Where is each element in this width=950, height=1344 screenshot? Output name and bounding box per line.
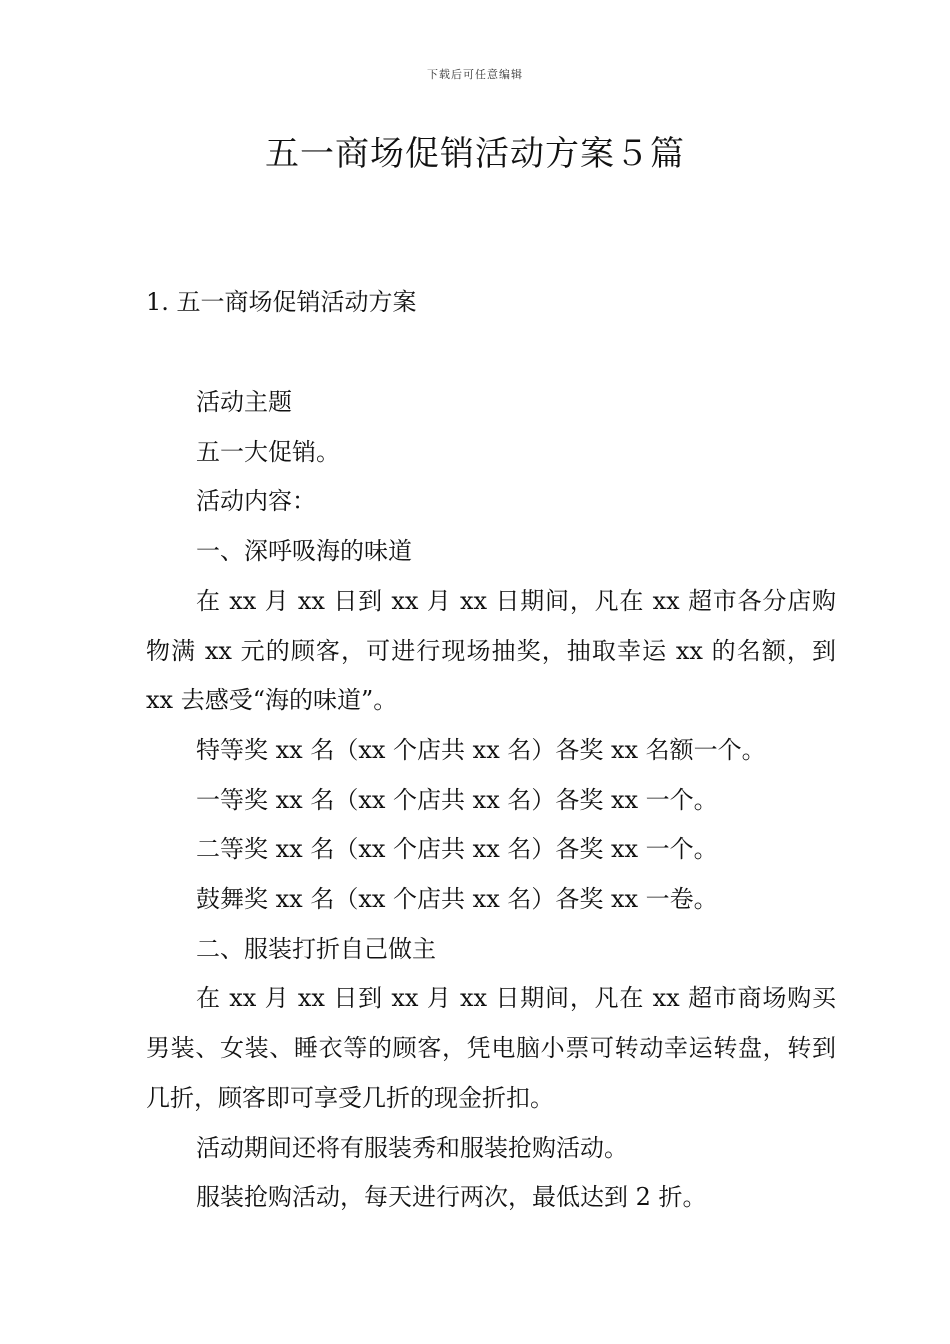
paragraph-clothing-discount: 在 xx 月 xx 日到 xx 月 xx 日期间，凡在 xx 超市商场购买男装、女装、睡衣等的顾客，凭电脑小票可转动幸运转盘，转到几折，顾客即可享受几折的现金折扣。	[146, 984, 836, 1112]
paragraph-second-prize: 二等奖 xx 名（xx 个店共 xx 名）各奖 xx 一个。	[196, 835, 718, 864]
paragraph-encouragement-prize: 鼓舞奖 xx 名（xx 个店共 xx 名）各奖 xx 一卷。	[196, 885, 718, 914]
paragraph-fashion-show: 活动期间还将有服装秀和服装抢购活动。	[196, 1133, 628, 1162]
paragraph-lottery-description: 在 xx 月 xx 日到 xx 月 xx 日期间，凡在 xx 超市各分店购物满 xx 元的顾客，可进行现场抽奖，抽取幸运 xx 的名额，到 xx 去感受“海的味道”。	[146, 586, 836, 715]
section-heading: 1. 五一商场促销活动方案	[146, 288, 417, 316]
paragraph-activity-theme: 五一大促销。	[196, 437, 340, 466]
paragraph-first-prize: 一等奖 xx 名（xx 个店共 xx 名）各奖 xx 一个。	[196, 785, 718, 814]
paragraph-grand-prize: 特等奖 xx 名（xx 个店共 xx 名）各奖 xx 名额一个。	[196, 735, 766, 764]
paragraph-subheading-2: 二、服装打折自己做主	[196, 934, 436, 963]
paragraph-activity-content-label: 活动内容：	[196, 487, 316, 516]
document-title: 五一商场促销活动方案５篇	[265, 134, 685, 174]
header-note: 下载后可任意编辑	[427, 68, 523, 81]
paragraph-flash-sale: 服装抢购活动，每天进行两次，最低达到 2 折。	[196, 1183, 707, 1212]
paragraph-subheading-1: 一、深呼吸海的味道	[196, 537, 412, 566]
document-body	[146, 378, 836, 1223]
paragraph-activity-theme-label: 活动主题	[196, 388, 292, 416]
